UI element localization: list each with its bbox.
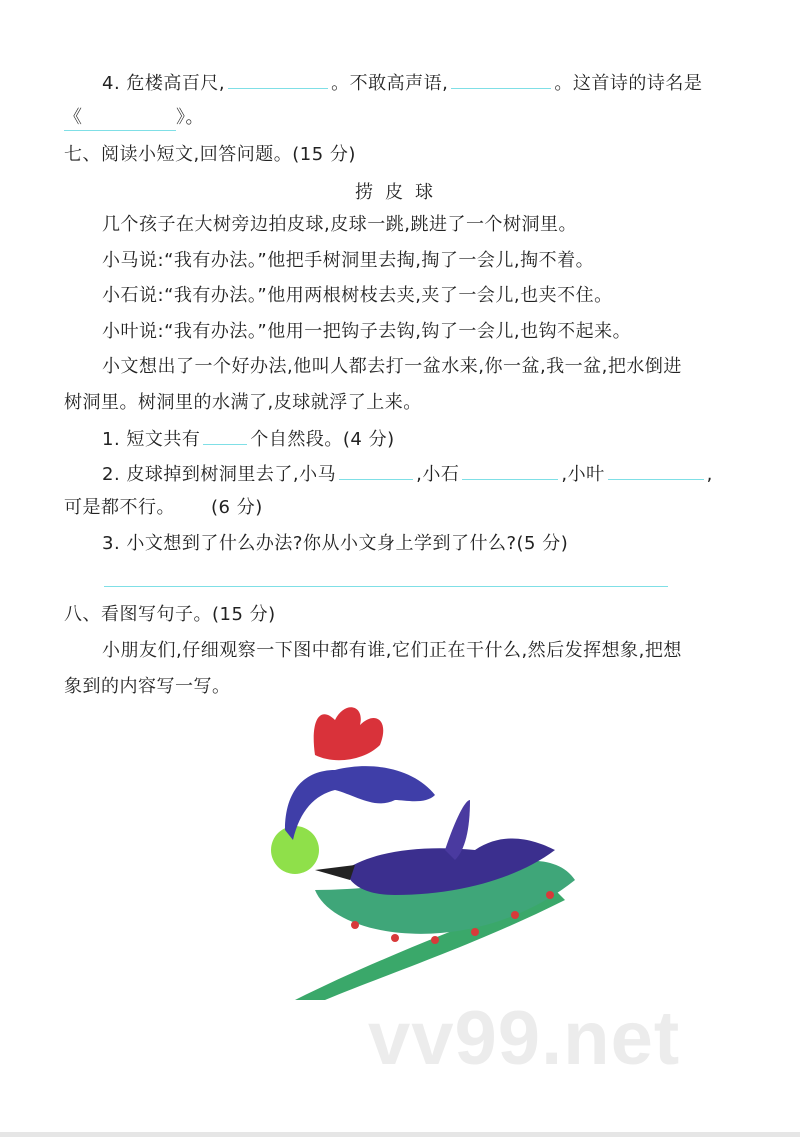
answer-blank[interactable] bbox=[228, 70, 328, 89]
q2-text: 2. 皮球掉到树洞里去了,小马 bbox=[102, 464, 337, 485]
watermark: vv99.net bbox=[368, 996, 681, 1081]
section-7-heading: 七、阅读小短文,回答问题。(15 分) bbox=[64, 144, 356, 165]
paragraph: 几个孩子在大树旁边拍皮球,皮球一跳,跳进了一个树洞里。 bbox=[102, 214, 577, 235]
answer-blank[interactable] bbox=[451, 70, 551, 89]
paragraph: 小文想出了一个好办法,他叫人都去打一盆水来,你一盆,我一盆,把水倒进 bbox=[102, 356, 682, 377]
q2-score: (6 分) bbox=[211, 497, 263, 518]
q1-text: 1. 短文共有 bbox=[102, 429, 201, 450]
q2-text: ,小石 bbox=[416, 464, 460, 485]
paragraph: 小石说:“我有办法。”他用两根树枝去夹,夹了一会儿,也夹不住。 bbox=[102, 285, 613, 306]
question-4-line1 bbox=[102, 70, 702, 96]
q4-close: 》。 bbox=[176, 107, 204, 128]
answer-blank[interactable] bbox=[203, 426, 247, 445]
q2-text: ,小叶 bbox=[561, 464, 605, 485]
page-bottom-border bbox=[0, 1132, 800, 1137]
q2-text: , bbox=[706, 464, 713, 485]
q4-mid: 。不敢高声语, bbox=[331, 73, 449, 94]
paragraph: 小叶说:“我有办法。”他用一把钩子去钩,钩了一会儿,也钩不起来。 bbox=[102, 321, 632, 342]
question-2 bbox=[102, 461, 713, 487]
question-1 bbox=[102, 426, 395, 452]
question-3: 3. 小文想到了什么办法?你从小文身上学到了什么?(5 分) bbox=[102, 533, 569, 554]
answer-blank[interactable] bbox=[608, 461, 704, 480]
paragraph: 小马说:“我有办法。”他把手树洞里去掏,掏了一会儿,掏不着。 bbox=[102, 250, 595, 271]
paragraph: 小朋友们,仔细观察一下图中都有谁,它们正在干什么,然后发挥想象,把想 bbox=[102, 640, 682, 661]
q4-prefix: 4. 危楼高百尺, bbox=[102, 73, 226, 94]
answer-blank[interactable] bbox=[339, 461, 413, 480]
story-title: 捞皮球 bbox=[355, 182, 445, 203]
answer-blank[interactable] bbox=[462, 461, 558, 480]
q4-suffix: 。这首诗的诗名是 bbox=[554, 73, 703, 94]
section-8-heading: 八、看图写句子。(15 分) bbox=[64, 604, 276, 625]
question-2-cont bbox=[64, 496, 263, 520]
q4-open: 《 bbox=[64, 107, 83, 128]
paragraph: 象到的内容写一写。 bbox=[64, 676, 231, 697]
question-4-line2 bbox=[64, 106, 204, 131]
answer-line[interactable] bbox=[104, 586, 668, 587]
q2-text: 可是都不行。 bbox=[64, 497, 175, 518]
q1-text-end: 个自然段。(4 分) bbox=[250, 429, 395, 450]
birds-illustration bbox=[255, 700, 585, 1000]
paragraph: 树洞里。树洞里的水满了,皮球就浮了上来。 bbox=[64, 392, 422, 413]
